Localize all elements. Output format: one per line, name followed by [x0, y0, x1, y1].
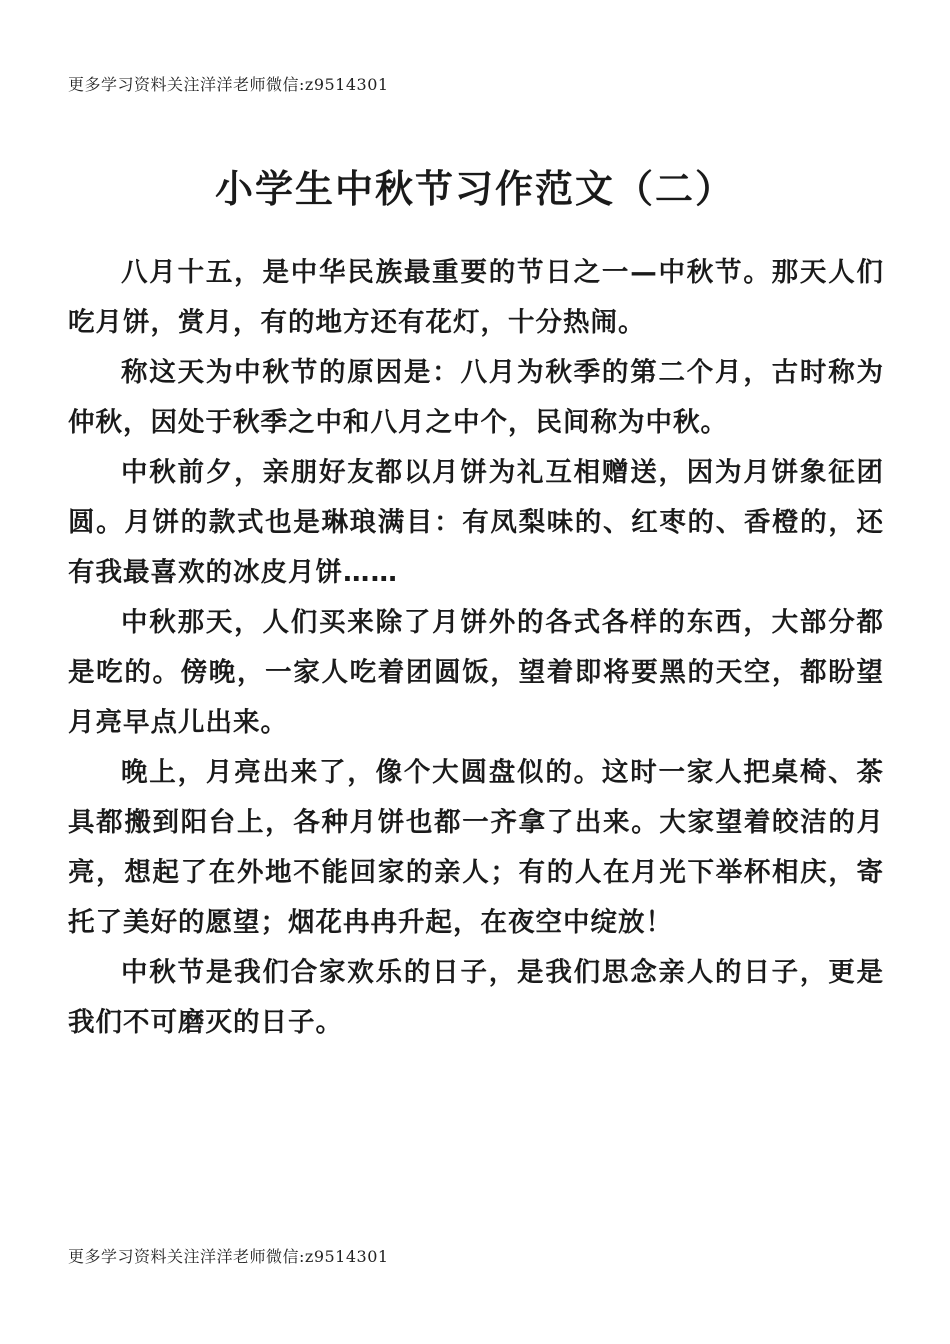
paragraph-3: 中秋前夕，亲朋好友都以月饼为礼互相赠送，因为月饼象征团圆。月饼的款式也是琳琅满目：有凤梨味的、红枣的、香橙的，还有我最喜欢的冰皮月饼…… [68, 457, 884, 588]
article-body [68, 248, 884, 1048]
page-title: 小学生中秋节习作范文（二） [214, 167, 735, 211]
paragraph-6: 中秋节是我们合家欢乐的日子，是我们思念亲人的日子，更是我们不可磨灭的日子。 [68, 957, 884, 1038]
header-note: 更多学习资料关注洋洋老师微信:z9514301 [68, 75, 389, 94]
paragraph-4: 中秋那天，人们买来除了月饼外的各式各样的东西，大部分都是吃的。傍晚，一家人吃着团圆饭，望着即将要黑的天空，都盼望月亮早点儿出来。 [68, 607, 884, 738]
paragraph-2: 称这天为中秋节的原因是：八月为秋季的第二个月，古时称为仲秋，因处于秋季之中和八月之中个，民间称为中秋。 [68, 357, 884, 438]
paragraph-5: 晚上，月亮出来了，像个大圆盘似的。这时一家人把桌椅、茶具都搬到阳台上，各种月饼也都一齐拿了出来。大家望着皎洁的月亮，想起了在外地不能回家的亲人；有的人在月光下举杯相庆，寄托了美好的愿望；烟花冉冉升起，在夜空中绽放！ [68, 757, 884, 938]
footer-note: 更多学习资料关注洋洋老师微信:z9514301 [68, 1247, 389, 1266]
paragraph-1: 八月十五，是中华民族最重要的节日之一—中秋节。那天人们吃月饼，赏月，有的地方还有花灯，十分热闹。 [68, 257, 884, 338]
